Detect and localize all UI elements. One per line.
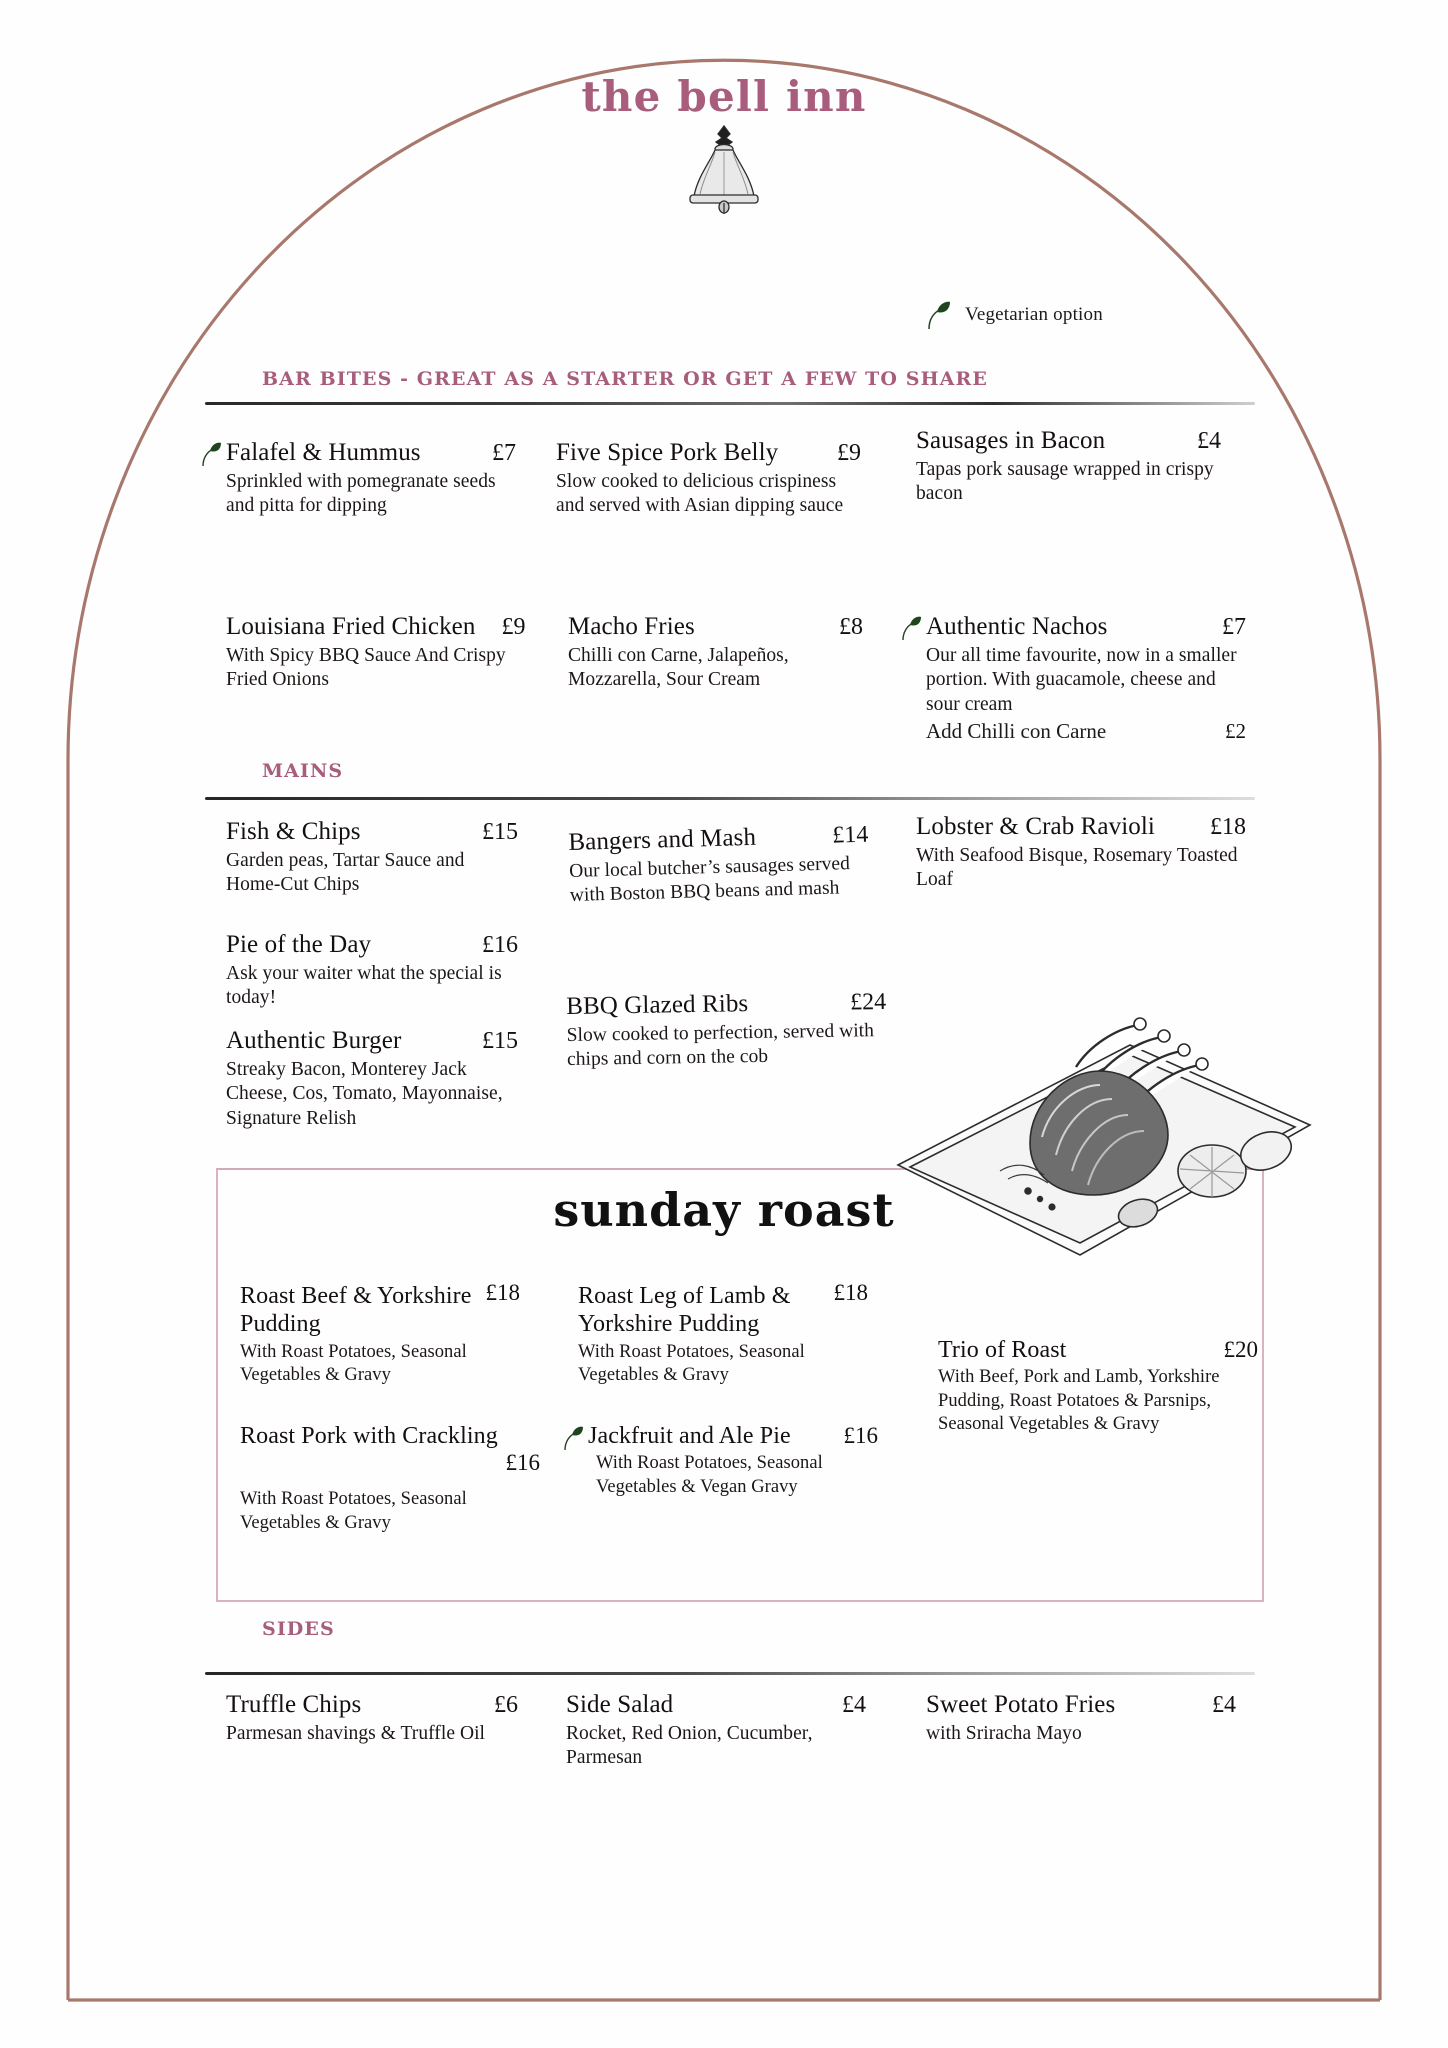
menu-item-authentic-burger	[226, 1026, 518, 1132]
menu-item-five-spice-pork-belly	[556, 438, 861, 519]
item-name: Roast Beef & Yorkshire Pudding	[240, 1283, 472, 1338]
item-description: Parmesan shavings & Truffle Oil	[226, 1722, 486, 1744]
divider-bar-bites	[205, 402, 1255, 405]
item-name: Jackfruit and Ale Pie	[588, 1423, 791, 1449]
item-name: Pie of the Day	[226, 931, 372, 958]
item-price: £24	[849, 988, 887, 1016]
item-name: Louisiana Fried Chicken	[226, 613, 476, 640]
item-description: Sprinkled with pomegranate seeds and pitta for dipping	[226, 470, 496, 517]
item-description: With Spicy BBQ Sauce And Crispy Fried Onions	[226, 644, 506, 691]
item-description: Slow cooked to perfection, served with chips and corn on the cob	[566, 1019, 875, 1071]
item-price: £18	[1210, 814, 1246, 840]
item-description: with Sriracha Mayo	[926, 1722, 1082, 1744]
item-name: Falafel & Hummus	[226, 439, 421, 466]
item-price: £6	[494, 1692, 518, 1718]
item-description: Garden peas, Tartar Sauce and Home-Cut Chips	[226, 849, 465, 896]
item-description: Tapas pork sausage wrapped in crispy bacon	[916, 458, 1214, 505]
item-addon	[926, 719, 1246, 744]
item-name: Five Spice Pork Belly	[556, 439, 779, 466]
menu-item-lobster-crab-ravioli	[916, 812, 1246, 893]
addon-price: £2	[1225, 718, 1246, 743]
item-price: £9	[501, 614, 526, 640]
menu-item-truffle-chips	[226, 1690, 518, 1746]
item-description: With Seafood Bisque, Rosemary Toasted Loaf	[916, 844, 1238, 891]
item-price: £16	[843, 1423, 878, 1448]
divider-sides	[205, 1672, 1255, 1675]
item-name: Macho Fries	[568, 613, 695, 640]
item-price: £8	[839, 614, 863, 640]
item-name: Authentic Burger	[226, 1027, 402, 1054]
section-heading-bar-bites: BAR BITES - GREAT AS A STARTER OR GET A FEW TO SHARE	[262, 368, 988, 390]
item-description: With Roast Potatoes, Seasonal Vegetables & Gravy	[578, 1341, 805, 1385]
menu-item-authentic-nachos	[926, 612, 1246, 744]
item-name: Roast Leg of Lamb & Yorkshire Pudding	[578, 1283, 791, 1338]
item-name: Fish & Chips	[226, 818, 361, 845]
item-price: £16	[505, 1450, 540, 1476]
item-description: With Roast Potatoes, Seasonal Vegetables & Gravy	[240, 1489, 467, 1533]
item-price: £4	[1212, 1692, 1236, 1718]
leaf-icon	[562, 1425, 584, 1451]
menu-item-roast-pork-crackling	[240, 1422, 540, 1535]
item-price: £7	[1222, 614, 1246, 640]
menu-item-bangers-and-mash	[568, 820, 870, 909]
item-name: Roast Pork with Crackling	[240, 1423, 498, 1449]
page-title: the bell inn	[581, 72, 867, 121]
vegetarian-legend	[925, 300, 1103, 330]
item-name: BBQ Glazed Ribs	[566, 990, 749, 1020]
section-heading-mains: MAINS	[262, 760, 344, 782]
menu-item-pie-of-the-day	[226, 930, 518, 1011]
roast-rib-platter-illustration	[880, 975, 1330, 1275]
menu-item-roast-leg-of-lamb	[578, 1282, 868, 1387]
leaf-icon	[900, 615, 922, 641]
menu-item-macho-fries	[568, 612, 863, 693]
item-price: £15	[482, 1028, 518, 1054]
divider-mains	[205, 797, 1255, 800]
menu-item-sweet-potato-fries	[926, 1690, 1236, 1746]
menu-item-louisiana-fried-chicken	[226, 612, 526, 693]
item-price: £18	[485, 1280, 520, 1306]
item-description: Our all time favourite, now in a smaller portion. With guacamole, cheese and sour cream	[926, 644, 1237, 715]
item-description: With Beef, Pork and Lamb, Yorkshire Pudding, Roast Potatoes & Parsnips, Seasonal Vegetables & Gravy	[938, 1367, 1220, 1434]
legend-label: Vegetarian option	[965, 304, 1103, 325]
menu-item-falafel-hummus	[226, 438, 516, 519]
menu-item-sausages-in-bacon	[916, 426, 1221, 507]
section-heading-sunday-roast: sunday roast	[553, 1183, 895, 1237]
item-description: Streaky Bacon, Monterey Jack Cheese, Cos, Tomato, Mayonnaise, Signature Relish	[226, 1058, 503, 1129]
item-name: Lobster & Crab Ravioli	[916, 813, 1155, 840]
item-description: Our local butcher’s sausages served with Boston BBQ beans and mash	[568, 852, 851, 907]
item-price: £9	[837, 440, 861, 466]
menu-item-trio-of-roast	[938, 1336, 1258, 1436]
menu-item-side-salad	[566, 1690, 866, 1771]
item-name: Authentic Nachos	[926, 613, 1108, 640]
item-price: £16	[482, 932, 518, 958]
section-heading-sides: SIDES	[262, 1618, 335, 1640]
menu-item-bbq-glazed-ribs	[566, 987, 887, 1073]
item-description: With Roast Potatoes, Seasonal Vegetables & Gravy	[240, 1341, 467, 1385]
leaf-icon	[925, 300, 951, 330]
item-name: Bangers and Mash	[568, 823, 757, 856]
menu-item-fish-and-chips	[226, 817, 518, 898]
item-price: £20	[1223, 1337, 1258, 1362]
menu-item-jackfruit-ale-pie	[588, 1422, 878, 1499]
item-description: Rocket, Red Onion, Cucumber, Parmesan	[566, 1722, 813, 1769]
item-name: Side Salad	[566, 1691, 674, 1718]
menu-item-roast-beef-yorkshire	[240, 1282, 520, 1387]
item-price: £7	[492, 440, 516, 466]
item-description: Slow cooked to delicious crispiness and served with Asian dipping sauce	[556, 470, 844, 517]
item-description: Ask your waiter what the special is today!	[226, 962, 502, 1009]
item-price: £14	[831, 821, 869, 849]
item-description: Chilli con Carne, Jalapeños, Mozzarella, Sour Cream	[568, 644, 789, 691]
item-name: Trio of Roast	[938, 1337, 1067, 1363]
bell-icon	[654, 118, 794, 228]
leaf-icon	[200, 441, 222, 467]
item-price: £18	[833, 1280, 868, 1306]
addon-label: Add Chilli con Carne	[926, 718, 1107, 743]
item-price: £4	[1197, 428, 1221, 454]
item-price: £15	[482, 819, 518, 845]
item-description: With Roast Potatoes, Seasonal Vegetables & Vegan Gravy	[596, 1453, 823, 1497]
item-name: Sweet Potato Fries	[926, 1691, 1116, 1718]
item-name: Truffle Chips	[226, 1691, 362, 1718]
item-name: Sausages in Bacon	[916, 427, 1106, 454]
item-price: £4	[842, 1692, 866, 1718]
